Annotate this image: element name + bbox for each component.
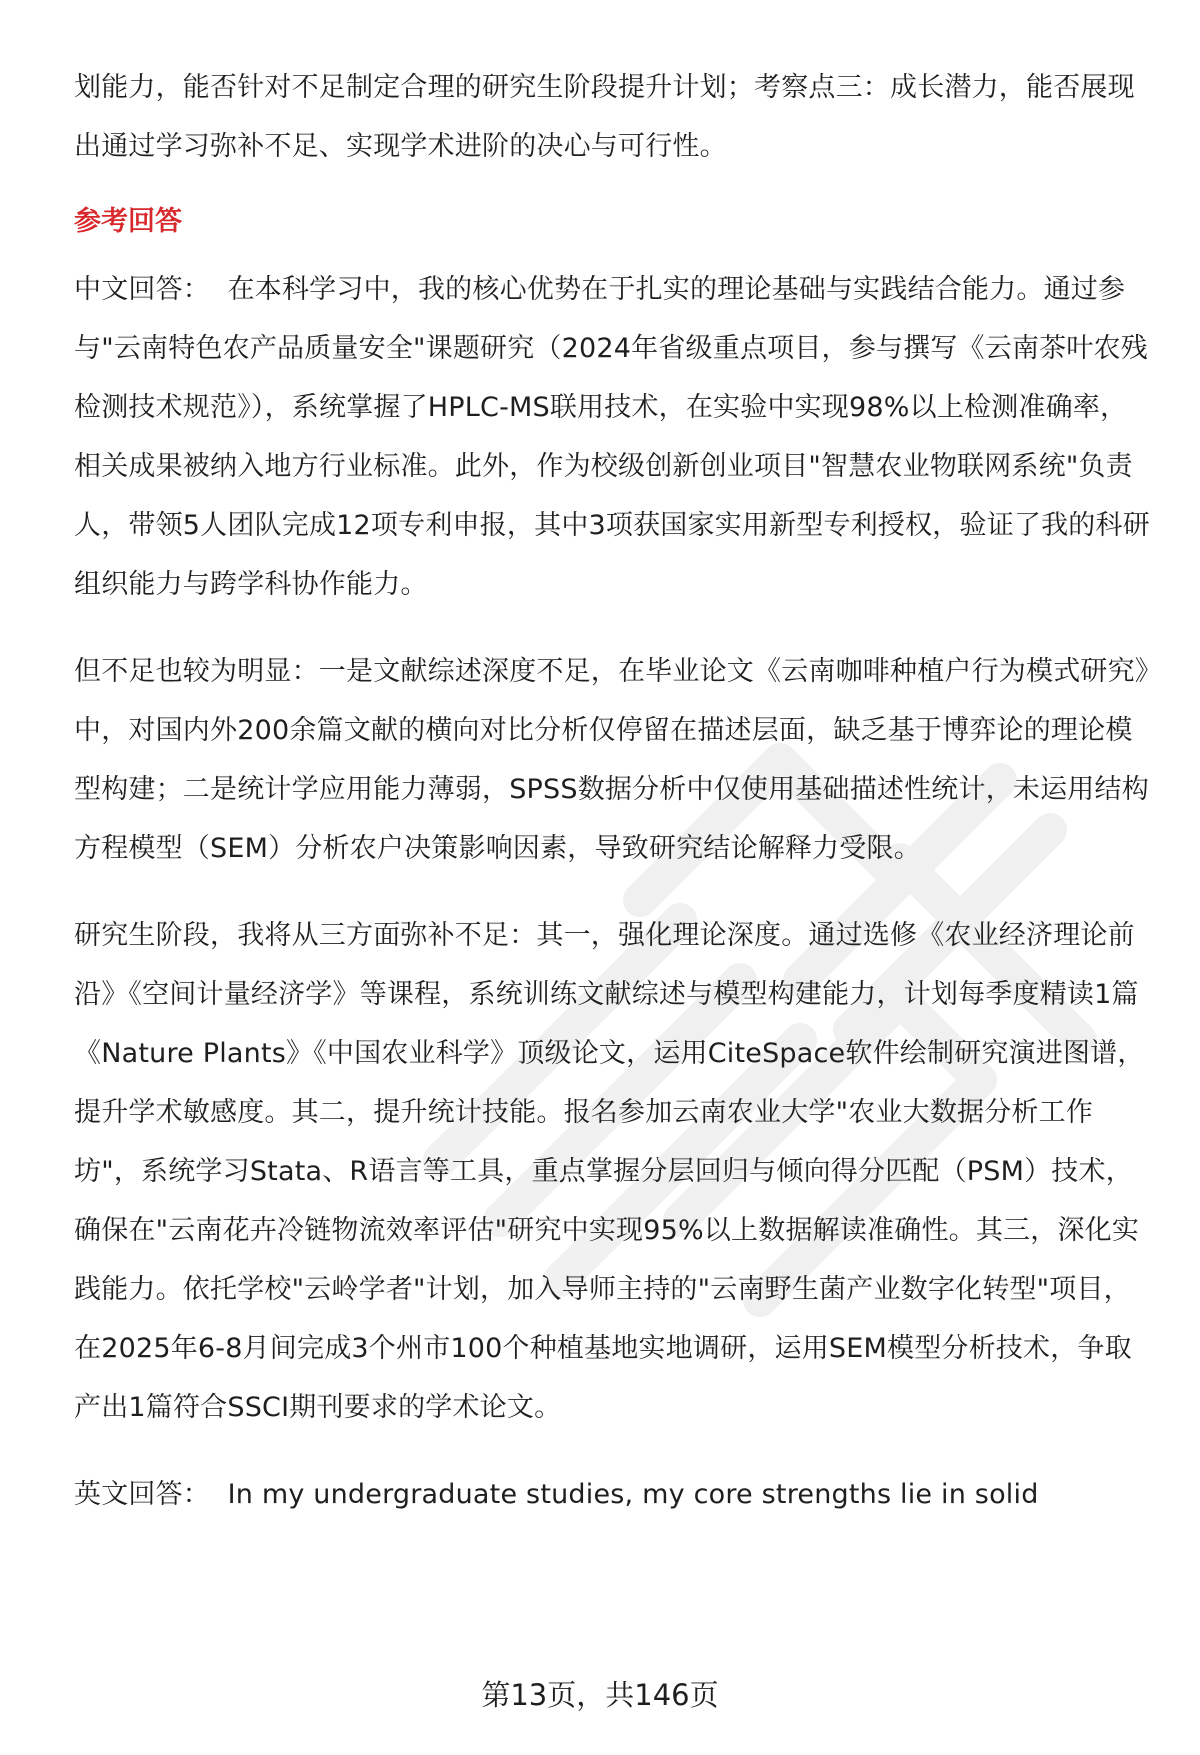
chinese-answer-paragraph-1 bbox=[74, 260, 1154, 614]
chinese-answer-paragraph-3: 研究生阶段，我将从三方面弥补不足：其一，强化理论深度。通过选修《农业经济理论前沿》《空间计量经济学》等课程，系统训练文献综述与模型构建能力，计划每季度精读1篇《Nature Plants》《中国农业科学》顶级论文，运用CiteSpace软件绘制研究演进图谱，提升学术敏感度。其二，提升统计技能。报名参加云南农业大学"农业大数据分析工作坊"，系统学习Stata、R语言等工具，重点掌握分层回归与倾向得分匹配（PSM）技术，确保在"云南花卉冷链物流效率评估"研究中实现95%以上数据解读准确性。其三，深化实践能力。依托学校"云岭学者"计划，加入导师主持的"云南野生菌产业数字化转型"项目，在2025年6-8月间完成3个州市100个种植基地实地调研，运用SEM模型分析技术，争取产出1篇符合SSCI期刊要求的学术论文。 bbox=[74, 920, 1145, 1423]
chinese-answer-label: 中文回答： bbox=[74, 274, 210, 305]
english-answer-label: 英文回答： bbox=[74, 1479, 210, 1510]
english-answer-paragraph bbox=[74, 1465, 1154, 1524]
chinese-answer-text-1: 在本科学习中，我的核心优势在于扎实的理论基础与实践结合能力。通过参与"云南特色农产品质量安全"课题研究（2024年省级重点项目，参与撰写《云南茶叶农残检测技术规范》），系统掌握了HPLC-MS联用技术，在实验中实现98%以上检测准确率，相关成果被纳入地方行业标准。此外，作为校级创新创业项目"智慧农业物联网系统"负责人，带领5人团队完成12项专利申报，其中3项获国家实用新型专利授权，验证了我的科研组织能力与跨学科协作能力。 bbox=[74, 274, 1150, 600]
intro-paragraph: 划能力，能否针对不足制定合理的研究生阶段提升计划；考察点三：成长潜力，能否展现出通过学习弥补不足、实现学术进阶的决心与可行性。 bbox=[74, 72, 1135, 162]
document-content bbox=[74, 58, 1154, 1524]
english-answer-text: In my undergraduate studies, my core strengths lie in solid bbox=[227, 1479, 1039, 1510]
reference-answer-heading: 参考回答 bbox=[74, 206, 182, 237]
page-number-footer: 第13页，共146页 bbox=[481, 1678, 719, 1712]
chinese-answer-paragraph-2: 但不足也较为明显：一是文献综述深度不足，在毕业论文《云南咖啡种植户行为模式研究》中，对国内外200余篇文献的横向对比分析仅停留在描述层面，缺乏基于博弈论的理论模型构建；二是统计学应用能力薄弱，SPSS数据分析中仅使用基础描述性统计，未运用结构方程模型（SEM）分析农户决策影响因素，导致研究结论解释力受限。 bbox=[74, 656, 1149, 864]
